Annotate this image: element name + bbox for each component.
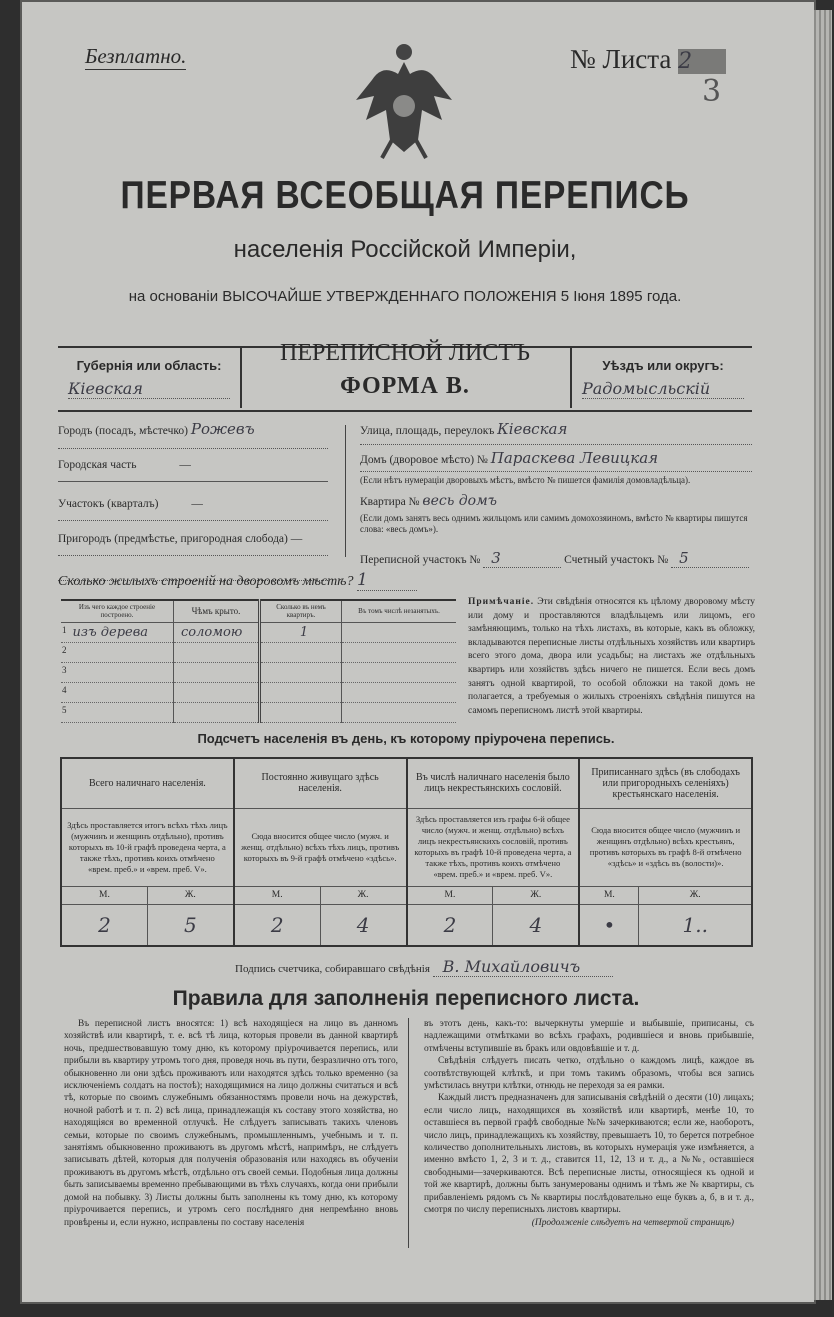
house-label: Домъ (дворовое мѣсто) № xyxy=(360,454,488,466)
population-title: Подсчетъ населенія въ день, къ которому пріурочена перепись. xyxy=(197,731,615,746)
cell-vacant xyxy=(342,662,457,682)
rules-continued-note: (Продолженіе слѣдуетъ на четвертой страницѣ) xyxy=(531,1217,734,1228)
cell-material-value xyxy=(67,705,73,720)
district-value: Радомысльскій xyxy=(582,379,744,399)
count-precinct-value: 5 xyxy=(671,549,749,568)
row-number: 1 xyxy=(62,624,67,635)
buildings-header-row xyxy=(61,600,456,622)
street-label: Улица, площадь, переулокъ xyxy=(360,425,495,437)
sheet-number-value: 2 xyxy=(678,49,726,74)
female-count: 4 xyxy=(320,904,406,946)
rules-left-text: Въ переписной листъ вносятся: 1) всѣ находящіеся на лицо въ данномъ хозяйствѣ или квартирѣ, т. е. всѣ тѣ лица, которыя провели въ данной квартирѣ ночь, предшествовавшую тому дню, къ которому пріурочивается перепись, или прибыли въ квартиру утромъ того дня, проведя ночь въ пути, безразлично отъ того, обыкновенно ли они здѣсь проживаютъ или находятся здѣсь только временно (за исключеніемъ солдатъ на постоѣ); находящимися на лицо должны считаться и всѣ тѣ, которые по своимъ служебнымъ обязанностямъ провели ночь на дежурствѣ, ночной работѣ и т. п. 2) всѣ лица, принадлежащія къ составу этого хозяйства, но находящіяся во временной отлучкѣ. Не слѣдуетъ записывать такихъ членовъ семьи, которые по своимъ служебнымъ, промышленнымъ, учебнымъ и т. п. занятіямъ обыкновенно проживаютъ въ другомъ мѣстѣ, напримѣръ, не слѣдуетъ записывать дѣтей, которыя для полученія образованія или находясь въ обученіи проживаютъ въ другомъ мѣстѣ, отдѣльно отъ своей семьи. Подобныя лица должны быть записываемы временно пребывающими въ тѣхъ случаяхъ, когда они прибыли домой на побывку. 3) Листы должны быть заполнены къ тому дню, къ которому пріурочивается перепись, и утромъ сего послѣдняго дня непремѣнно вновь провѣрены и, если нужно, исправлены по составу населенія xyxy=(64,1019,398,1228)
male-count: • xyxy=(579,904,639,946)
row-number: 4 xyxy=(62,684,67,695)
male-count: 2 xyxy=(61,904,147,946)
cell-apartments-value xyxy=(298,665,304,680)
province-value: Кіевская xyxy=(68,379,230,399)
cell-vacant xyxy=(342,682,457,702)
cell-material xyxy=(61,622,174,642)
female-count: 5 xyxy=(147,904,233,946)
cell-roof xyxy=(174,642,260,662)
male-count: 2 xyxy=(234,904,320,946)
cell-material-value: изъ дерева xyxy=(72,624,149,640)
cell-apartments-value xyxy=(298,645,304,660)
cell-material xyxy=(61,642,174,662)
precinct-numbers xyxy=(360,549,752,568)
female-label: Ж. xyxy=(147,886,233,904)
city-label: Городъ (посадъ, мѣстечко) xyxy=(58,425,188,437)
precinct-label: Участокъ (кварталъ) xyxy=(58,498,159,510)
precinct-field xyxy=(58,498,328,521)
house-note: (Если нѣтъ нумераціи дворовыхъ мѣстъ, вмѣсто № пишется фамилія домовладѣльца). xyxy=(360,475,691,485)
apartment-value: весь домъ xyxy=(422,493,498,509)
cell-vacant-value xyxy=(396,625,402,640)
cell-roof-value: соломою xyxy=(181,624,243,640)
buildings-row xyxy=(61,702,456,722)
cell-vacant xyxy=(342,702,457,722)
buildings-answer: 1 xyxy=(357,570,417,591)
male-count: 2 xyxy=(407,904,493,946)
buildings-row xyxy=(61,622,456,642)
page-mark: 3 xyxy=(702,74,722,109)
census-precinct-label: Переписной участокъ № xyxy=(360,554,481,566)
cell-roof-value xyxy=(175,685,181,700)
address-right xyxy=(360,420,752,568)
cell-vacant xyxy=(342,622,457,642)
document-title: ПЕРВАЯ ВСЕОБЩАЯ ПЕРЕПИСЬ xyxy=(120,174,690,217)
female-label: Ж. xyxy=(639,886,752,904)
cell-material xyxy=(61,702,174,722)
city-part-value: — xyxy=(179,459,191,471)
row-number: 5 xyxy=(62,704,67,715)
cell-apartments-value: 1 xyxy=(299,624,309,640)
rules-right-p1: въ этотъ день, какъ-то: вычеркнуты умершіе и выбывшіе, приписаны, съ надлежащими отмѣтками во всѣхъ графахъ, родившіеся и вновь прибывшіе, отмѣчены вступившіе въ бракъ или овдовѣвшіе и т. д. xyxy=(424,1019,754,1054)
cell-roof xyxy=(174,702,260,722)
population-sex-row xyxy=(61,886,752,904)
free-label: Безплатно. xyxy=(85,44,187,68)
cell-vacant xyxy=(342,642,457,662)
row-number: 3 xyxy=(62,664,67,675)
sheet-number-field xyxy=(570,44,726,75)
house-value: Параскева Левицкая xyxy=(490,449,659,467)
population-values-row xyxy=(61,904,752,946)
address-left xyxy=(58,420,328,581)
apartment-note: (Если домъ занятъ весь однимъ жильцомъ или самимъ домохозяиномъ, вмѣсто № квартиры пишутся слова: «весь домъ»). xyxy=(360,513,748,534)
buildings-row xyxy=(61,682,456,702)
cell-roof-value xyxy=(175,705,181,720)
rules-title: Правила для заполненія переписного листа. xyxy=(172,987,640,1010)
group-heading: Постоянно живущаго здѣсь населенія. xyxy=(234,758,407,808)
city-part-field xyxy=(58,459,328,482)
cell-roof-value xyxy=(175,665,181,680)
street-field xyxy=(360,420,752,445)
female-count: 4 xyxy=(493,904,579,946)
cell-material-value xyxy=(67,685,73,700)
address-divider xyxy=(345,425,346,557)
male-label: М. xyxy=(234,886,320,904)
cell-roof xyxy=(174,662,260,682)
city-part-label: Городская часть xyxy=(58,459,137,471)
district-box xyxy=(570,346,754,408)
cell-apartments xyxy=(260,682,342,702)
note-text: Эти свѣдѣнія относятся къ цѣлому дворовому мѣсту или дому и проставляются владѣльцемъ или лицомъ, его замѣняющимъ, только на тѣхъ листахъ, въ которые, какъ въ обложку, вкладываются переписные листы отдѣльныхъ хозяйствъ или квартиръ всего этого дома, двора или усадьбы; на листахъ же отдѣльныхъ квартиръ или хозяйствъ здѣсь ничего не пишется. Если весь домъ занятъ одной квартирой, то особой обложки на такой домъ не полагается, а требуемыя о жилыхъ строеніяхъ свѣдѣнія пишутся на самомъ переписномъ листѣ этой квартиры. xyxy=(468,597,756,716)
male-label: М. xyxy=(407,886,493,904)
group-heading: Всего наличнаго населенія. xyxy=(61,758,234,808)
rules-right-column xyxy=(424,1018,754,1229)
legal-basis: на основаніи ВЫСОЧАЙШЕ УТВЕРЖДЕННАГО ПОЛОЖЕНІЯ 5 Іюня 1895 года. xyxy=(128,288,682,305)
count-precinct-label: Счетный участокъ № xyxy=(564,554,669,566)
buildings-table xyxy=(61,599,456,723)
row-number: 2 xyxy=(62,644,67,655)
buildings-question xyxy=(58,570,417,591)
col-apartments: Сколько въ немъ квартиръ. xyxy=(260,600,342,622)
group-description: Здѣсь проставляется изъ графы 6-й общее число (мужч. и женщ. отдѣльно) всѣхъ лицъ некрестьянскихъ сословій, противъ которыхъ въ графѣ 10-й проведена черта, а также тѣхъ, противъ коихъ отмѣчено «врем. преб.» и «врем. преб. V». xyxy=(407,808,580,886)
imperial-eagle-emblem-icon xyxy=(352,40,456,160)
cell-apartments xyxy=(260,662,342,682)
group-description: Здѣсь проставляется итогъ всѣхъ тѣхъ лицъ (мужчинъ и женщинъ отдѣльно), противъ которыхъ въ 10-й графѣ проведена черта, а также тѣхъ, противъ коихъ отмѣчено «врем. преб.» и «врем. преб. V». xyxy=(61,808,234,886)
cell-vacant-value xyxy=(396,645,402,660)
group-description: Сюда вносится общее число (мужчинъ и женщинъ отдѣльно) всѣхъ крестьянъ, противъ которыхъ въ графѣ 8-й отмѣчено «здѣсь» и «здѣсь въ (волости)». xyxy=(579,808,752,886)
cell-roof xyxy=(174,682,260,702)
suburb-field xyxy=(58,533,328,556)
buildings-question-label: Сколько жилыхъ строеній на дворовомъ мѣстѣ? xyxy=(58,574,354,589)
cell-roof xyxy=(174,622,260,642)
population-description-row xyxy=(61,808,752,886)
rules-right-p3: Каждый листъ предназначенъ для записыванія свѣдѣній о десяти (10) лицахъ; если число лицъ, находящихся въ хозяйствѣ или квартирѣ, менѣе 10, то оставшіеся въ первой графѣ свободные №№ зачеркиваются; если же, наоборотъ, число лицъ, принадлежащихъ къ хозяйству, превышаетъ 10, то берется потребное количество дополнительныхъ листовъ, въ которыхъ нумерація уже измѣняется, а именно вмѣсто 1, 2, 3 и т. д., ставится 11, 12, 13 и т. д., а №№, оставшіеся свободными—зачеркиваются. Всѣ переписные листы, относящіеся къ одной и той же квартирѣ, должны быть занумерованы однимъ и тѣмъ же № квартиры, съ прибавленіемъ рядомъ съ № квартиры послѣдовательно еще буквъ а, б, в и т. д., смотря по числу переписныхъ листовъ квартиры. xyxy=(424,1093,754,1216)
buildings-row xyxy=(61,642,456,662)
female-count: 1.. xyxy=(682,912,708,937)
cell-apartments-value xyxy=(298,705,304,720)
suburb-value: — xyxy=(290,533,303,545)
cell-roof-value xyxy=(175,645,181,660)
precinct-value: — xyxy=(191,498,203,510)
cell-vacant-value xyxy=(396,685,402,700)
cell-apartments-value xyxy=(298,685,304,700)
province-box xyxy=(58,346,242,408)
signature-label: Подпись счетчика, собиравшаго свѣдѣнія xyxy=(235,963,430,975)
cell-vacant-value xyxy=(396,705,402,720)
form-name: ФОРМА В. xyxy=(340,373,470,399)
sheet-title-block xyxy=(240,340,570,400)
buildings-note xyxy=(468,596,755,718)
note-title: Примѣчаніе. xyxy=(468,597,535,607)
population-heading-row xyxy=(61,758,752,808)
population-table xyxy=(60,757,753,947)
apartment-field xyxy=(360,493,752,513)
rules-right-p2: Свѣдѣнія слѣдуетъ писать четко, отдѣльно о каждомъ лицѣ, каждое въ соотвѣтствующей клѣткѣ, и при томъ такимъ образомъ, чтобы вся запись умѣстилась внутри клѣтки, отнюдь не переходя за ея рамки. xyxy=(424,1056,754,1092)
cell-apartments xyxy=(260,622,342,642)
cell-material xyxy=(61,682,174,702)
group-heading: Въ числѣ наличнаго населенія было лицъ некрестьянскихъ сословій. xyxy=(407,758,580,808)
stacked-pages-edge xyxy=(814,10,832,1300)
male-label: М. xyxy=(61,886,147,904)
sheet-title: ПЕРЕПИСНОЙ ЛИСТЪ xyxy=(280,340,530,366)
female-label: Ж. xyxy=(493,886,579,904)
cell-material-value xyxy=(67,665,73,680)
col-roof: Чѣмъ крыто. xyxy=(174,600,260,622)
signature-value: В. Михайловичъ xyxy=(433,957,613,977)
male-label: М. xyxy=(579,886,639,904)
group-heading: Приписаннаго здѣсь (въ слободахъ или пригородныхъ селеніяхъ) крестьянскаго населенія. xyxy=(579,758,752,808)
street-value: Кіевская xyxy=(497,420,568,438)
cell-material-value xyxy=(67,645,73,660)
col-material: Изъ чего каждое строеніе построено. xyxy=(61,600,174,622)
cell-apartments xyxy=(260,642,342,662)
buildings-row xyxy=(61,662,456,682)
census-precinct-value: 3 xyxy=(483,549,561,568)
city-field xyxy=(58,420,328,449)
rules-left-column xyxy=(64,1018,398,1229)
house-field xyxy=(360,449,752,472)
apartment-label: Квартира № xyxy=(360,496,420,508)
group-description: Сюда вносится общее число (мужч. и женщ. отдѣльно) всѣхъ тѣхъ лицъ, противъ которыхъ въ 9-й графѣ отмѣчено «здѣсь». xyxy=(234,808,407,886)
cell-apartments xyxy=(260,702,342,722)
signature-field xyxy=(235,957,613,977)
sheet-number-label: № Листа xyxy=(570,44,672,74)
female-label: Ж. xyxy=(320,886,406,904)
city-value: Рожевъ xyxy=(190,420,255,438)
col-vacant: Въ томъ числѣ незанятыхъ. xyxy=(342,600,457,622)
district-label: Уѣздъ или округъ: xyxy=(602,358,724,373)
cell-material xyxy=(61,662,174,682)
document-subtitle: населенія Россійской Имперіи, xyxy=(233,236,577,263)
suburb-label: Пригородъ (предмѣстье, пригородная слобода) xyxy=(58,533,288,545)
rules-divider xyxy=(408,1018,409,1248)
cell-vacant-value xyxy=(396,665,402,680)
province-label: Губернія или область: xyxy=(76,358,222,373)
